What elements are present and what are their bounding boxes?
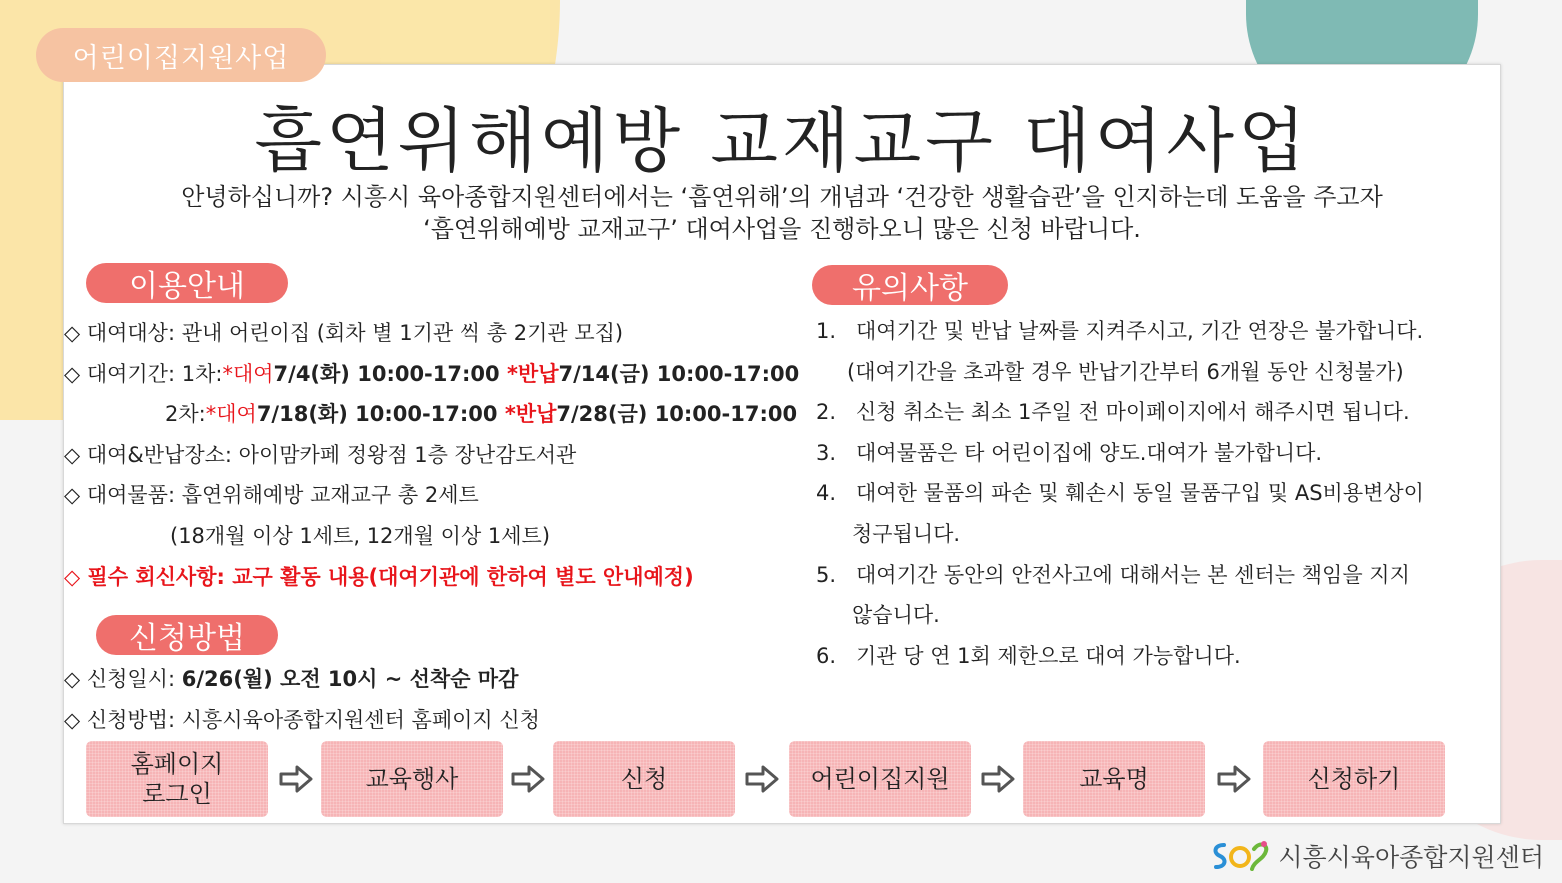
application-steps: [86, 741, 1456, 817]
apply-method: ◇ 신청방법: 시흥시육아종합지원센터 홈페이지 신청: [64, 707, 540, 732]
usage-heading: 이용안내: [86, 263, 288, 303]
arrow-right-icon: [278, 763, 314, 795]
round1-lend-mark: *대여: [222, 361, 274, 386]
notes-item: 1. 대여기간 및 반납 날짜를 지켜주시고, 기간 연장은 불가합니다.: [816, 319, 1424, 343]
round1-return-mark: *반납: [506, 361, 559, 386]
usage-list: [64, 313, 799, 597]
round2-return-date: 7/28(금) 10:00-17:00: [556, 402, 798, 427]
notes-list: [816, 311, 1424, 676]
notes-item: 3. 대여물품은 타 어린이집에 양도.대여가 불가합니다.: [816, 440, 1323, 465]
center-logo-text: 시흥시육아종합지원센터: [1278, 843, 1544, 872]
intro-line-2: ‘흡연위해예방 교재교구’ 대여사업을 진행하오니 많은 신청 바랍니다.: [423, 215, 1141, 243]
notes-item: 2. 신청 취소는 최소 1주일 전 마이페이지에서 해주시면 됩니다.: [816, 400, 1410, 425]
intro-line-1: 안녕하십니까? 시흥시 육아종합지원센터에서는 ‘흡연위해’의 개념과 ‘건강한 생활습관’을 인지하는데 도움을 주고자: [181, 183, 1383, 211]
intro-text: [64, 181, 1500, 245]
notes-item: 청구됩니다.: [852, 521, 961, 546]
notes-item: (대여기간을 초과할 경우 반납기간부터 6개월 동안 신청불가): [847, 359, 1404, 384]
apply-heading: 신청방법: [96, 615, 278, 655]
step-homepage-login: [86, 741, 268, 817]
notes-item: 4. 대여한 물품의 파손 및 훼손시 동일 물품구입 및 AS비용변상이: [816, 481, 1424, 506]
usage-items-detail: (18개월 이상 1세트, 12개월 이상 1세트): [170, 523, 551, 548]
category-tag: 어린이집지원사업: [36, 28, 326, 82]
apply-date-value: 6/26(월) 오전 10시 ~ 선착순 마감: [181, 667, 519, 691]
arrow-right-icon: [510, 763, 546, 795]
page-title: 흡연위해예방 교재교구 대여사업: [254, 100, 1310, 182]
step-daycare-support: 어린이집지원: [789, 741, 971, 817]
usage-required: ◇ 필수 회신사항: 교구 활동 내용(대여기관에 한하여 별도 안내예정): [64, 564, 694, 589]
round1-return-date: 7/14(금) 10:00-17:00: [558, 361, 800, 386]
step-apply-submit: 신청하기: [1263, 741, 1445, 817]
step-education-name: 교육명: [1023, 741, 1205, 817]
apply-date: [64, 659, 540, 700]
round2-lend-mark: *대여: [205, 402, 257, 427]
usage-period-round2: [64, 394, 799, 435]
arrow-right-icon: [744, 763, 780, 795]
arrow-right-icon: [980, 763, 1016, 795]
step-education-event: 교육행사: [321, 741, 503, 817]
poster-card: [63, 64, 1501, 824]
usage-target: [64, 313, 799, 354]
round1-lend-date: 7/4(화) 10:00-17:00: [273, 361, 507, 386]
center-logo-icon: [1210, 839, 1272, 873]
step-1-line-1: 홈페이지: [130, 750, 224, 778]
usage-target-value: 관내 어린이집 (회차 별 1기관 씩 총 2기관 모집): [181, 321, 624, 345]
usage-items: ◇ 대여물품: 흡연위해예방 교재교구 총 2세트: [64, 483, 479, 508]
usage-period-label: ◇ 대여기간: 1차:: [64, 361, 223, 386]
notes-item: 5. 대여기간 동안의 안전사고에 대해서는 본 센터는 책임을 지지: [816, 562, 1410, 587]
step-1-line-2: 로그인: [142, 780, 212, 808]
center-logo: [1210, 839, 1544, 873]
round2-return-mark: *반납: [504, 402, 557, 427]
arrow-right-icon: [1216, 763, 1252, 795]
round2-label: 2차:: [165, 402, 206, 427]
apply-list: [64, 659, 540, 740]
notes-item: 6. 기관 당 연 1회 제한으로 대여 가능합니다.: [816, 643, 1241, 668]
notes-heading: 유의사항: [812, 265, 1008, 305]
usage-place: ◇ 대여&반납장소: 아이맘카페 정왕점 1층 장난감도서관: [64, 442, 577, 467]
apply-date-label: ◇ 신청일시:: [64, 667, 182, 691]
round2-lend-date: 7/18(화) 10:00-17:00: [256, 402, 505, 427]
usage-target-label: ◇ 대여대상:: [64, 321, 182, 345]
usage-period-round1: [64, 354, 799, 395]
step-apply: 신청: [553, 741, 735, 817]
notes-item: 않습니다.: [852, 603, 940, 628]
